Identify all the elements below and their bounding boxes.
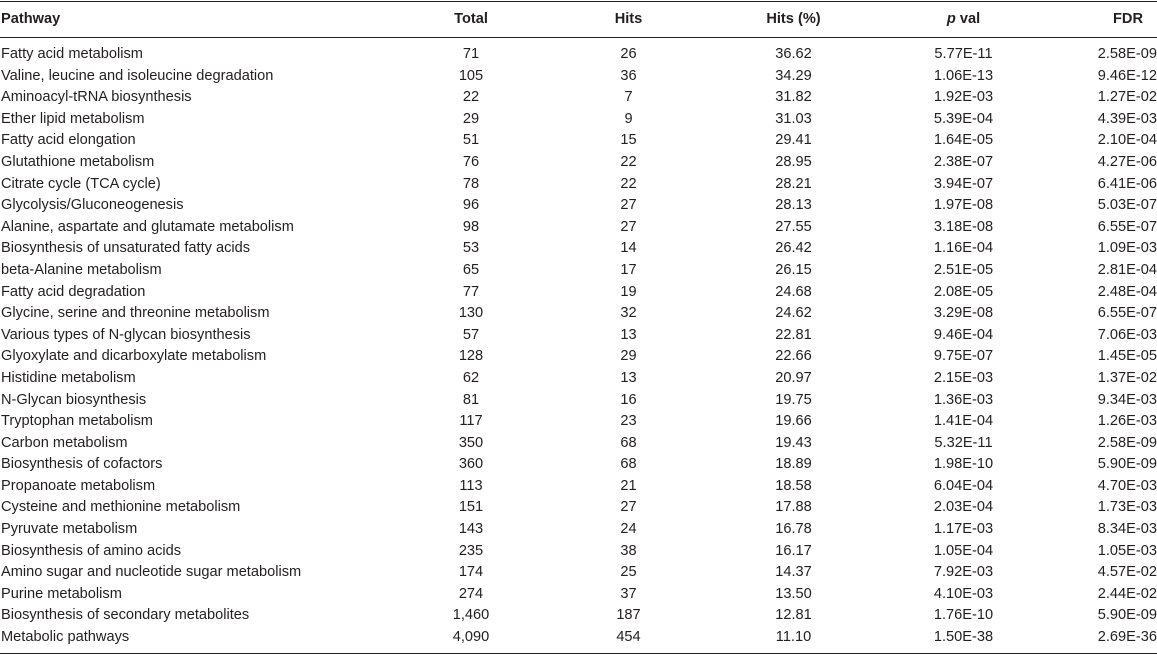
cell-hits-percent: 27.55 [775,218,812,235]
cell-total: 105 [458,67,484,84]
cell-fdr: 2.10E-04 [1097,132,1157,149]
cell-p-value: 2.03E-04 [933,499,994,516]
cell-fdr: 1.73E-03 [1097,499,1157,516]
cell-hits-percent: 22.81 [775,326,812,343]
table-row [0,152,1157,174]
cell-hits: 38 [620,542,637,559]
cell-hits: 13 [620,369,637,386]
cell-hits-percent: 20.97 [775,369,812,386]
cell-p-value: 2.38E-07 [933,153,994,170]
cell-fdr: 4.27E-06 [1097,153,1157,170]
cell-p-value: 5.77E-11 [934,46,993,62]
cell-p-value: 3.18E-08 [933,218,994,235]
cell-p-value: 3.94E-07 [933,175,994,192]
table-row [0,497,1157,519]
cell-p-value: 1.05E-04 [933,542,994,559]
cell-pathway: Glutathione metabolism [1,153,155,170]
table-row [0,238,1157,260]
table-row [0,325,1157,347]
cell-hits-percent: 19.66 [775,413,812,430]
cell-total: 62 [462,369,480,386]
cell-hits-percent: 26.42 [775,240,812,257]
cell-hits-percent: 31.03 [775,110,812,127]
cell-hits: 37 [620,585,637,602]
table-row [0,130,1157,152]
cell-p-value: 2.08E-05 [933,283,994,300]
cell-fdr: 6.41E-06 [1097,175,1157,192]
cell-hits-percent: 36.62 [775,46,812,62]
cell-fdr: 2.69E-36 [1097,629,1157,646]
table-body [0,38,1157,654]
cell-hits-percent: 19.75 [775,391,812,408]
cell-total: 1,460 [452,607,490,624]
cell-total: 143 [458,521,484,538]
cell-p-value: 5.39E-04 [933,110,994,127]
cell-total: 29 [462,110,480,127]
cell-p-value: 7.92E-03 [933,564,994,581]
cell-total: 274 [458,585,484,602]
cell-pathway: Fatty acid metabolism [1,46,143,62]
cell-pathway: Valine, leucine and isoleucine degradation [1,67,274,84]
header-total: Total [454,10,488,27]
cell-hits: 23 [620,413,637,430]
cell-hits-percent: 34.29 [775,67,812,84]
pathway-enrichment-table [0,1,1157,654]
cell-total: 71 [462,46,480,62]
cell-total: 128 [458,348,484,365]
cell-pathway: Glycine, serine and threonine metabolism [1,305,270,322]
cell-total: 113 [459,477,483,494]
table-row [0,454,1157,476]
cell-total: 350 [458,434,484,451]
cell-fdr: 5.90E-09 [1097,456,1157,473]
cell-fdr: 4.39E-03 [1097,110,1157,127]
cell-hits: 27 [620,197,637,214]
cell-hits-percent: 11.10 [775,629,812,646]
cell-fdr: 4.57E-02 [1097,564,1157,581]
cell-total: 22 [462,89,480,106]
cell-p-value: 1.06E-13 [933,67,994,84]
cell-p-value: 1.64E-05 [933,132,994,149]
cell-hits: 9 [624,110,633,127]
table-row [0,282,1157,304]
cell-hits: 27 [620,218,637,235]
cell-hits: 21 [620,477,637,494]
cell-total: 96 [462,197,480,214]
cell-total: 151 [458,499,484,516]
cell-fdr: 7.06E-03 [1097,326,1157,343]
table-row [0,390,1157,412]
table-row [0,605,1157,627]
cell-p-value: 1.16E-04 [933,240,994,257]
cell-total: 174 [458,564,484,581]
cell-fdr: 1.27E-02 [1097,89,1157,106]
cell-pathway: Biosynthesis of amino acids [1,542,182,559]
table-row [0,411,1157,433]
cell-hits: 454 [616,629,641,646]
cell-fdr: 9.34E-03 [1097,391,1157,408]
cell-hits-percent: 28.21 [775,175,812,192]
cell-total: 77 [462,283,480,300]
cell-hits: 68 [620,434,637,451]
cell-pathway: Cysteine and methionine metabolism [1,499,241,516]
cell-pathway: Glycolysis/Gluconeogenesis [1,197,184,214]
cell-total: 360 [458,456,484,473]
table-row [0,346,1157,368]
cell-hits: 68 [620,456,637,473]
cell-hits-percent: 26.15 [775,261,812,278]
cell-total: 81 [462,391,480,408]
cell-hits-percent: 17.88 [775,499,812,516]
cell-hits-percent: 16.78 [775,521,812,538]
table-row [0,174,1157,196]
cell-p-value: 4.10E-03 [933,585,994,602]
cell-fdr: 5.90E-09 [1097,607,1157,624]
cell-hits: 29 [620,348,637,365]
cell-hits: 24 [620,521,637,538]
cell-fdr: 4.70E-03 [1097,477,1157,494]
table-row [0,519,1157,541]
header-hits: Hits [614,10,643,27]
cell-pathway: Propanoate metabolism [1,477,156,494]
cell-fdr: 9.46E-12 [1097,67,1157,84]
table-row [0,433,1157,455]
cell-hits: 26 [620,46,637,62]
table-row [0,627,1157,653]
table-header [0,2,1157,38]
header-p-value [866,2,1061,38]
cell-p-value: 5.32E-11 [934,434,993,451]
cell-pathway: Amino sugar and nucleotide sugar metabolism [1,564,302,581]
table-row [0,368,1157,390]
cell-hits-percent: 28.95 [775,153,812,170]
cell-hits: 14 [620,240,637,257]
cell-pathway: Various types of N-glycan biosynthesis [1,326,251,343]
cell-total: 65 [462,261,480,278]
cell-hits-percent: 24.62 [775,305,812,322]
cell-total: 130 [458,305,484,322]
table-row [0,66,1157,88]
table-row [0,260,1157,282]
cell-p-value: 2.15E-03 [933,369,994,386]
cell-hits: 17 [620,261,637,278]
table-row [0,109,1157,131]
cell-p-value: 3.29E-08 [933,305,994,322]
cell-pathway: Pyruvate metabolism [1,521,138,538]
cell-fdr: 5.03E-07 [1097,197,1157,214]
header-fdr: FDR [1113,10,1143,27]
cell-fdr: 1.26E-03 [1097,413,1157,430]
cell-total: 235 [458,542,484,559]
cell-pathway: Glyoxylate and dicarboxylate metabolism [1,348,267,365]
cell-fdr: 6.55E-07 [1097,305,1157,322]
cell-hits: 19 [620,283,637,300]
cell-p-value: 9.75E-07 [933,348,994,365]
cell-pathway: Ether lipid metabolism [1,110,145,127]
cell-hits: 25 [620,564,637,581]
cell-p-value: 1.92E-03 [933,89,994,106]
cell-total: 51 [462,132,480,149]
cell-hits: 22 [620,153,637,170]
cell-fdr: 2.44E-02 [1097,585,1157,602]
cell-hits: 32 [620,305,637,322]
table-row [0,584,1157,606]
cell-hits: 15 [620,132,637,149]
cell-p-value: 1.50E-38 [933,629,994,646]
cell-hits-percent: 31.82 [775,89,812,106]
cell-pathway: N-Glycan biosynthesis [1,391,147,408]
cell-fdr: 1.09E-03 [1097,240,1157,257]
cell-total: 4,090 [452,629,490,646]
cell-pathway: beta-Alanine metabolism [1,261,162,278]
cell-hits: 187 [616,607,641,624]
cell-total: 53 [462,240,480,257]
cell-hits-percent: 16.17 [775,542,812,559]
cell-pathway: Biosynthesis of unsaturated fatty acids [1,240,251,257]
cell-pathway: Tryptophan metabolism [1,413,153,430]
header-pathway: Pathway [1,10,61,27]
cell-hits-percent: 18.58 [775,477,812,494]
cell-p-value: 1.97E-08 [933,197,994,214]
header-hits-percent: Hits (%) [766,10,821,27]
cell-p-value: 1.36E-03 [933,391,994,408]
cell-p-value: 1.17E-03 [933,521,994,538]
cell-pathway: Biosynthesis of secondary metabolites [1,607,250,624]
cell-fdr: 2.58E-09 [1097,46,1157,62]
cell-hits: 16 [620,391,637,408]
cell-hits-percent: 28.13 [775,197,812,214]
cell-pathway: Histidine metabolism [1,369,136,386]
cell-p-value: 1.76E-10 [933,607,994,624]
cell-fdr: 6.55E-07 [1097,218,1157,235]
cell-p-value: 1.98E-10 [933,456,994,473]
cell-hits-percent: 14.37 [775,564,812,581]
cell-p-value: 6.04E-04 [933,477,994,494]
cell-pathway: Carbon metabolism [1,434,128,451]
table-row [0,562,1157,584]
cell-fdr: 1.45E-05 [1097,348,1157,365]
cell-total: 57 [462,326,480,343]
cell-p-value: 1.41E-04 [933,413,994,430]
cell-fdr: 2.81E-04 [1097,261,1157,278]
cell-fdr: 1.05E-03 [1097,542,1157,559]
cell-p-value: 2.51E-05 [933,261,994,278]
cell-fdr: 1.37E-02 [1097,369,1157,386]
table-row [0,87,1157,109]
cell-pathway: Fatty acid degradation [1,283,146,300]
table-row [0,541,1157,563]
header-p-value-symbol: p [946,10,956,27]
cell-total: 117 [459,413,483,430]
cell-hits-percent: 12.81 [775,607,812,624]
cell-hits: 13 [620,326,637,343]
cell-hits: 22 [620,175,637,192]
cell-hits-percent: 29.41 [775,132,812,149]
cell-pathway: Aminoacyl-tRNA biosynthesis [1,89,192,106]
cell-fdr: 2.48E-04 [1097,283,1157,300]
table-row [0,38,1157,66]
cell-hits: 7 [624,89,633,106]
cell-hits-percent: 18.89 [775,456,812,473]
cell-pathway: Metabolic pathways [1,629,130,646]
cell-hits-percent: 13.50 [775,585,812,602]
cell-hits: 27 [620,499,637,516]
cell-hits-percent: 22.66 [775,348,812,365]
table-row [0,195,1157,217]
header-p-value-suffix: val [955,10,981,27]
header-row [0,2,1157,38]
cell-total: 98 [462,218,480,235]
cell-fdr: 2.58E-09 [1097,434,1157,451]
table-row [0,217,1157,239]
table-row [0,476,1157,498]
cell-pathway: Fatty acid elongation [1,132,136,149]
cell-hits: 36 [620,67,637,84]
cell-pathway: Biosynthesis of cofactors [1,456,163,473]
cell-pathway: Alanine, aspartate and glutamate metabolism [1,218,294,235]
cell-hits-percent: 19.43 [775,434,812,451]
cell-total: 76 [462,153,480,170]
cell-hits-percent: 24.68 [775,283,812,300]
cell-pathway: Purine metabolism [1,585,122,602]
cell-pathway: Citrate cycle (TCA cycle) [1,175,161,192]
cell-p-value: 9.46E-04 [933,326,994,343]
cell-fdr: 8.34E-03 [1097,521,1157,538]
cell-total: 78 [462,175,480,192]
table-row [0,303,1157,325]
